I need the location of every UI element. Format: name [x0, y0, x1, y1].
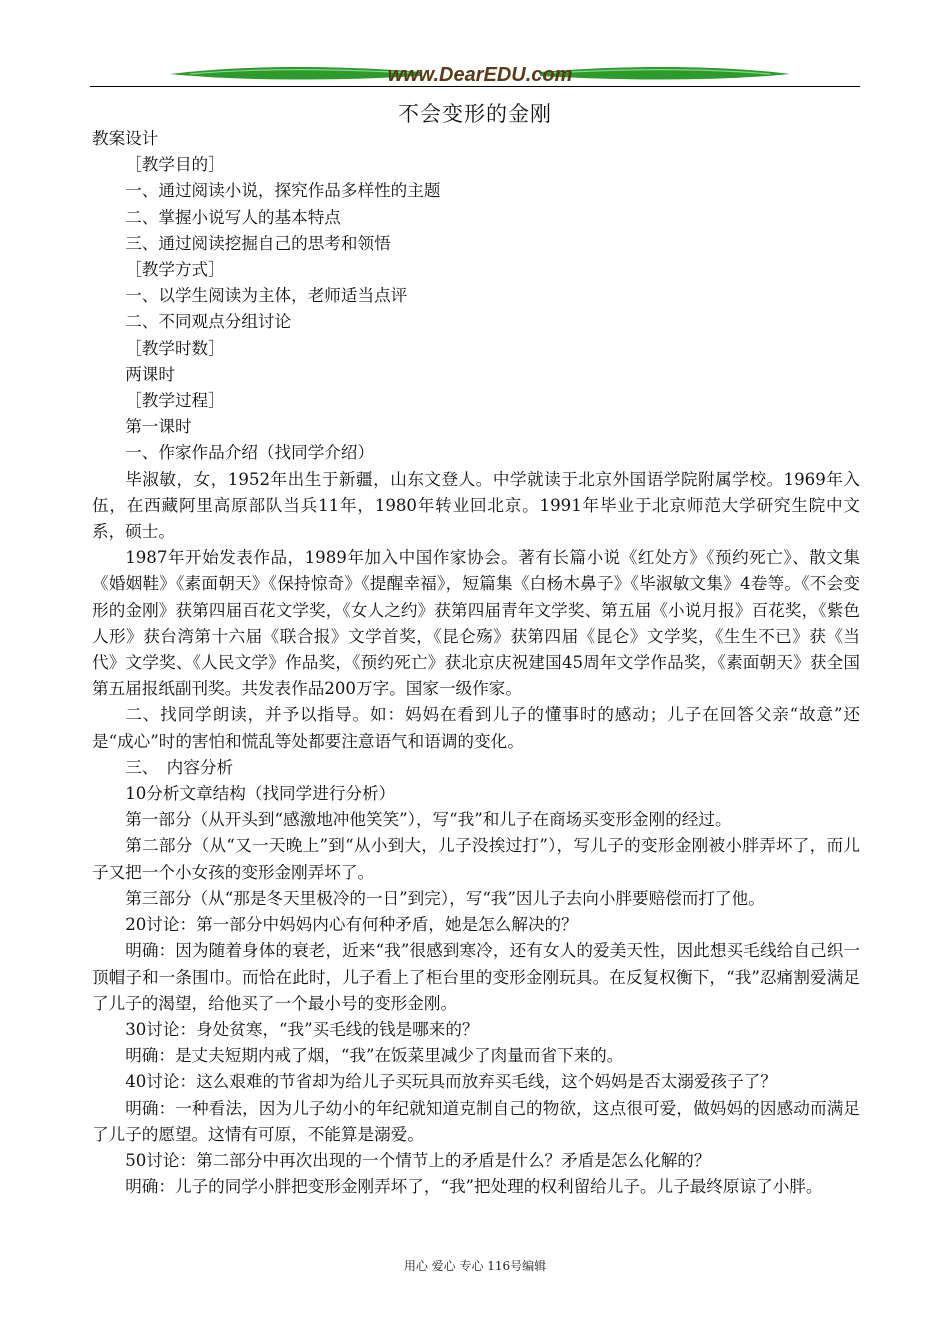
site-header	[90, 60, 860, 90]
body-paragraph: 明确：因为随着身体的衰老，近来“我”很感到寒冷，还有女人的爱美天性，因此想买毛线给自己织一顶帽子和一条围巾。而恰在此时，儿子看上了柜台里的变形金刚玩具。在反复权衡下，“我”忍痛割爱满足了儿子的渴望，给他买了一个最小号的变形金刚。	[92, 941, 860, 1013]
body-paragraph: 第一部分（从开头到“感激地冲他笑笑”），写“我”和儿子在商场买变形金刚的经过。	[125, 810, 732, 830]
body-paragraph: 二、掌握小说写人的基本特点	[125, 207, 341, 227]
body-paragraph: 教案设计	[92, 129, 159, 148]
body-paragraph: 1987年开始发表作品，1989年加入中国作家协会。著有长篇小说《红处方》《预约死亡》、散文集《婚姻鞋》《素面朝天》《保持惊奇》《提醒幸福》，短篇集《白杨木鼻子》《毕淑敏文集》4卷等。《不会变形的金刚》获第四届百花文学奖，《女人之约》获第四届青年文学奖、第五届《小说月报》百花奖，《紫色人形》获台湾第十六届《联合报》文学首奖，《昆仑殇》获第四届《昆仑》文学奖，《生生不已》获《当代》文学奖、《人民文学》作品奖，《预约死亡》获北京庆祝建国45周年文学作品奖，《素面朝天》获全国第五届报纸副刊奖。共发表作品200万字。国家一级作家。	[92, 548, 860, 699]
body-paragraph: ［教学方式］	[125, 260, 225, 280]
body-paragraph: 20讨论：第一部分中妈妈内心有何种矛盾，她是怎么解决的？	[125, 915, 578, 935]
body-paragraph: ［教学目的］	[125, 155, 225, 175]
body-paragraph: 三、通过阅读挖掘自己的思考和领悟	[125, 233, 391, 253]
body-paragraph: 一、作家作品介绍（找同学介绍）	[125, 443, 375, 463]
body-paragraph: 明确：儿子的同学小胖把变形金刚弄坏了，“我”把处理的权利留给儿子。儿子最终原谅了小胖。	[125, 1177, 823, 1197]
banner-text: www.DearEDU.com	[387, 64, 573, 86]
body-paragraph: ［教学过程］	[125, 391, 225, 411]
body-paragraph: 二、不同观点分组讨论	[125, 312, 292, 332]
body-paragraph: 明确：一种看法，因为儿子幼小的年纪就知道克制自己的物欲，这点很可爱，做妈妈的因感动而满足了儿子的愿望。这情有可原，不能算是溺爱。	[92, 1098, 860, 1144]
body-paragraph: 一、通过阅读小说，探究作品多样性的主题	[125, 181, 441, 201]
dearedu-banner-logo	[170, 62, 790, 86]
body-paragraph: 一、以学生阅读为主体，老师适当点评	[125, 286, 408, 306]
body-paragraph: 二、找同学朗读，并予以指导。如：妈妈在看到儿子的懂事时的感动；儿子在回答父亲“故意”还是“成心”时的害怕和慌乱等处都要注意语气和语调的变化。	[92, 705, 860, 751]
lesson-plan-body	[92, 126, 860, 1200]
body-paragraph: 三、 内容分析	[125, 757, 234, 777]
header-rule	[90, 86, 860, 87]
body-paragraph: 第二部分（从“又一天晚上”到“从小到大，儿子没挨过打”），写儿子的变形金刚被小胖弄坏了，而儿子又把一个小女孩的变形金刚弄坏了。	[92, 836, 860, 882]
body-paragraph: 明确：是丈夫短期内戒了烟，“我”在饭菜里减少了肉量而省下来的。	[125, 1046, 624, 1066]
page-footer: 用心 爱心 专心 116号编辑	[403, 1259, 547, 1273]
body-paragraph: ［教学时数］	[125, 338, 225, 358]
body-paragraph: 50讨论：第二部分中再次出现的一个情节上的矛盾是什么？矛盾是怎么化解的？	[125, 1150, 711, 1170]
body-paragraph: 第一课时	[125, 417, 192, 437]
body-paragraph: 40讨论：这么艰难的节省却为给儿子买玩具而放弃买毛线，这个妈妈是否太溺爱孩子了？	[125, 1072, 777, 1092]
body-paragraph: 第三部分（从“那是冬天里极冷的一日”到完），写“我”因儿子去向小胖要赔偿而打了他。	[125, 888, 765, 908]
body-paragraph: 毕淑敏，女，1952年出生于新疆，山东文登人。中学就读于北京外国语学院附属学校。1969年入伍，在西藏阿里高原部队当兵11年，1980年转业回北京。1991年毕业于北京师范大学研究生院中文系，硕士。	[92, 469, 860, 542]
body-paragraph: 两课时	[125, 364, 175, 384]
body-paragraph: 30讨论：身处贫寒，“我”买毛线的钱是哪来的？	[125, 1019, 479, 1039]
page-title: 不会变形的金刚	[398, 102, 552, 126]
body-paragraph: 10分析文章结构（找同学进行分析）	[125, 784, 396, 804]
